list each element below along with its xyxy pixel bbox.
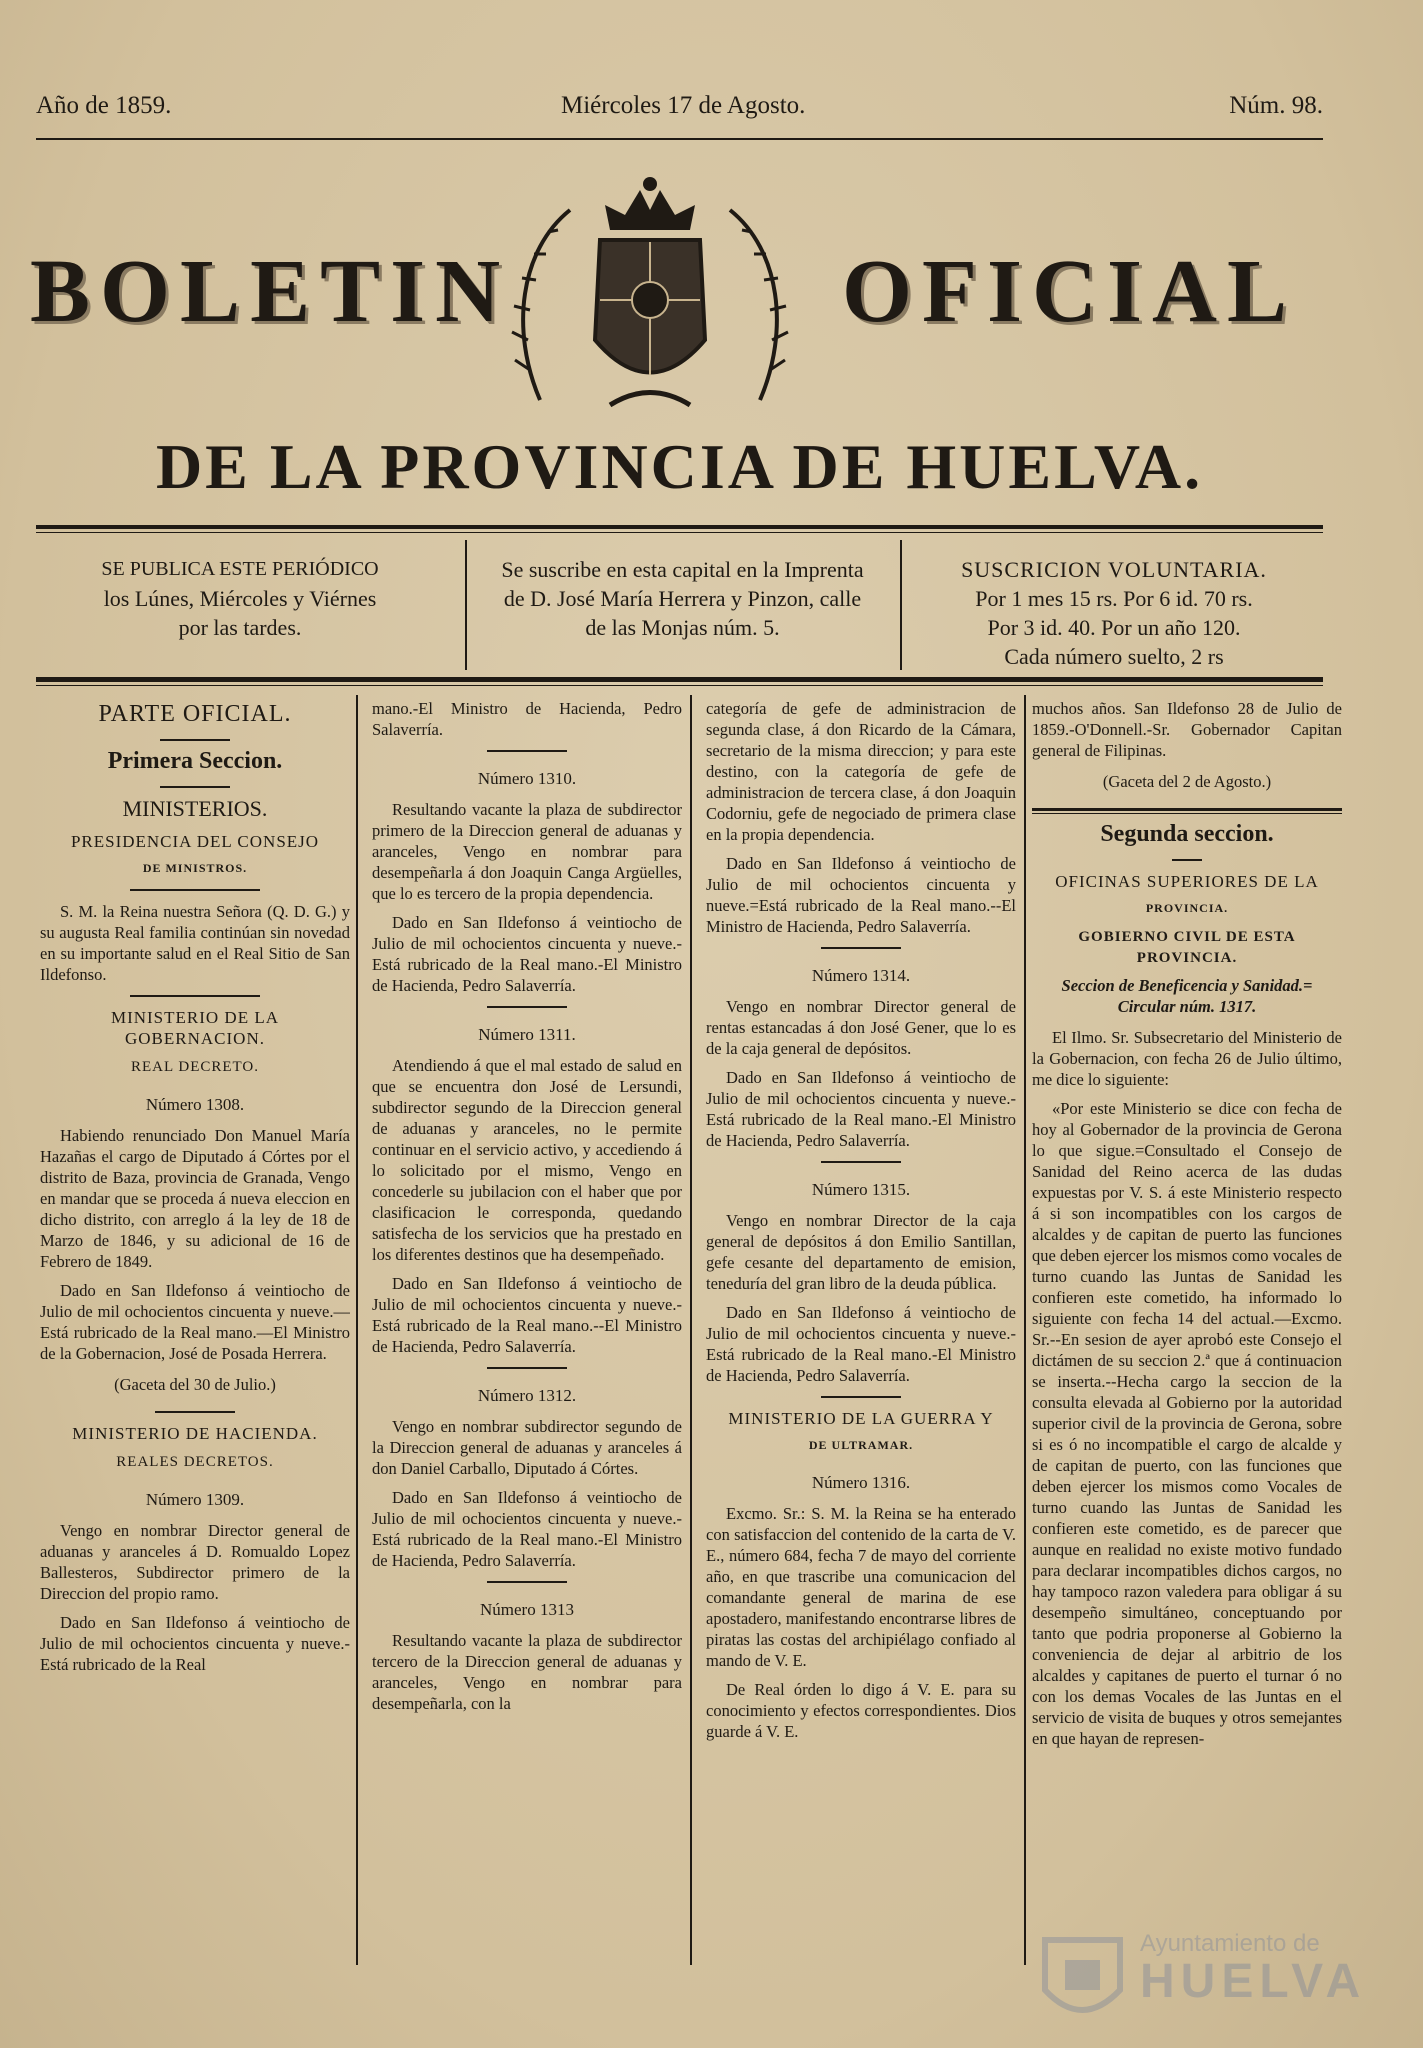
article-paragraph: Vengo en nombrar Director general de rentas estancadas á don José Gener, que lo es de la caja general de depósitos. <box>706 997 1016 1058</box>
article-paragraph: Resultando vacante la plaza de subdirector primero de la Direccion general de aduanas y aranceles, Vengo en nombrar para desempeñarla á don Joaquin Canga Argüelles, que lo es tercero de la propia dependencia. <box>372 800 682 903</box>
info-line: SE PUBLICA ESTE PERIÓDICO <box>101 558 379 580</box>
watermark-line: HUELVA <box>1140 1955 1367 2008</box>
info-line: por las tardes. <box>178 615 302 640</box>
price-line: Por 1 mes 15 rs. Por 6 id. 70 rs. <box>975 586 1253 611</box>
column-divider <box>690 695 692 1965</box>
decree-number: Número 1316. <box>811 1473 911 1492</box>
ministry-subheading: DE MINISTROS. <box>142 861 248 875</box>
info-bottom-rule <box>36 677 1323 682</box>
source-citation: (Gaceta del 30 de Julio.) <box>114 1375 276 1394</box>
prices-title: SUSCRICION VOLUNTARIA. <box>961 557 1267 582</box>
article-paragraph: categoría de gefe de administracion de segunda clase, á don Ricardo de la Cámara, secretario de la misma direccion; y para este destino, con la categoría de gefe de administracion de tercera clase, á don Joaquin Codorniu, gefe de negociado de primera clase en la propia dependencia. <box>706 699 1016 844</box>
subscription-prices <box>905 555 1323 675</box>
section-rule-thin <box>1032 813 1342 814</box>
info-bottom-rule-thin <box>36 685 1323 686</box>
article-paragraph: El Ilmo. Sr. Subsecretario del Ministerio de la Gobernacion, con fecha 26 de Julio último, me dice lo siguiente: <box>1032 1028 1342 1089</box>
ministry-subheading: DE ULTRAMAR. <box>808 1438 914 1452</box>
subscription-location <box>470 555 895 675</box>
section-heading: Primera Seccion. <box>107 748 283 774</box>
office-heading: GOBIERNO CIVIL DE ESTA PROVINCIA. <box>1078 929 1296 966</box>
price-line: Por 3 id. 40. Por un año 120. <box>987 615 1241 640</box>
section-heading: PARTE OFICIAL. <box>98 701 292 727</box>
decree-number: Número 1313 <box>480 1600 574 1619</box>
article-paragraph: Dado en San Ildefonso á veintiocho de Julio de mil ochocientos cincuenta y nueve.-Está rubricado de la Real mano.-El Ministro de Hacienda, Pedro Salaverría. <box>372 1488 682 1570</box>
ministry-heading: MINISTERIO DE LA GOBERNACION. <box>110 1008 280 1048</box>
article-paragraph: Atendiendo á que el mal estado de salud en que se encuentra don José de Lersundi, subdirector segundo de la Direccion general de aduanas y aranceles, no le permite continuar en el servicio activo, y accediendo á lo solicitado por el mismo, Vengo en concederle su jubilacion con el haber que por clasificacion le corresponda, quedando satisfecha de los servicios que ha prestado en los diferentes destinos que ha desempeñado. <box>372 1056 682 1264</box>
info-line: los Lúnes, Miércoles y Viérnes <box>103 586 377 611</box>
ministry-heading: MINISTERIO DE HACIENDA. <box>72 1424 318 1443</box>
header-rule <box>36 138 1323 140</box>
article-paragraph: Dado en San Ildefonso á veintiocho de Julio de mil ochocientos cincuenta y nueve.-Está rubricado de la Real <box>40 1613 350 1674</box>
decree-number: Número 1308. <box>145 1095 245 1114</box>
ornament <box>821 1396 901 1398</box>
ornament <box>487 1581 567 1583</box>
article-paragraph: mano.-El Ministro de Hacienda, Pedro Salaverría. <box>372 699 682 739</box>
column-divider <box>356 695 358 1965</box>
column-3 <box>706 698 1016 1963</box>
watermark-line: Ayuntamiento de <box>1140 1930 1320 1957</box>
ornament <box>487 1006 567 1008</box>
article-paragraph: Dado en San Ildefonso á veintiocho de Julio de mil ochocientos cincuenta y nueve.—Está rubricado de la Real mano.—El Ministro de la Gobernacion, José de Posada Herrera. <box>40 1281 350 1363</box>
article-paragraph: Vengo en nombrar Director de la caja general de depósitos á don Emilio Santillan, gefe cesante del departamento de emision, teneduría del gran libro de la deuda pública. <box>706 1211 1016 1293</box>
date-label: Miércoles 17 de Agosto. <box>561 92 806 119</box>
decree-heading: REALES DECRETOS. <box>116 1454 274 1470</box>
article-paragraph: Resultando vacante la plaza de subdirector tercero de la Direccion general de aduanas y aranceles, Vengo en nombrar para desempeñarla, con la <box>372 1631 682 1713</box>
ornament <box>130 889 260 891</box>
city-shield-icon <box>1040 1935 1125 2030</box>
article-paragraph: muchos años. San Ildefonso 28 de Julio de 1859.-O'Donnell.-Sr. Gobernador Capitan general de Filipinas. <box>1032 699 1342 760</box>
office-heading: OFICINAS SUPERIORES DE LA <box>1055 872 1319 891</box>
info-divider <box>900 540 902 670</box>
dateline <box>36 92 1323 126</box>
decree-number: Número 1315. <box>811 1180 911 1199</box>
decree-number: Número 1310. <box>477 769 577 788</box>
price-line: Cada número suelto, 2 rs <box>1004 644 1224 669</box>
circular-number: Circular núm. 1317. <box>1117 997 1257 1016</box>
masthead-left: BOLETIN <box>30 242 511 341</box>
article-paragraph: Excmo. Sr.: S. M. la Reina se ha enterado con satisfaccion del contenido de la carta de V. E., número 684, fecha 7 de mayo del corriente año, en que trascribe una comunicacion del comandante general de marina de ese apostadero, manifestando encontrarse libres de piratas las costas del archipiélago confiado al mando de V. E. <box>706 1504 1016 1670</box>
article-paragraph: Dado en San Ildefonso á veintiocho de Julio de mil ochocientos cincuenta y nueve.=Está rubricado de la Real mano.--El Ministro de Hacienda, Pedro Salaverría. <box>706 854 1016 936</box>
year-label: Año de 1859. <box>36 92 172 119</box>
decree-number: Número 1314. <box>811 966 911 985</box>
article-paragraph: «Por este Ministerio se dice con fecha de hoy al Gobernador de la provincia de Gerona lo que sigue.=Consultado el Consejo de Sanidad del Reino acerca de las dudas expuestas por V. S. á este Ministerio respecto á si son incompatibles con los cargos de alcaldes y de capitan de puerto las funciones que deben ejercer los mismos como vocales de turno cuando las Juntas de Sanidad les confieren este cometido, ha informado lo siguiente con fecha 14 del actual.—Excmo. Sr.--En sesion de ayer aprobó este Consejo el dictámen de su seccion 2.ª que á continuacion se inserta.--Hecha cargo la seccion de la consulta elevada al Gobierno por la autoridad superior civil de la provincia de Gerona, sobre si es ó no incompatible el cargo de alcalde y de capitan de puerto, con las funciones que deben ejercer los mismos como Vocales de turno cuando las Juntas de Sanidad les confieren este cometido, es de parecer que aunque en realidad no existe motivo fundado para declarar incompatibles dichos cargos, no hay tampoco razon valedera para obligar á su desempeño simultáneo, conceptuando por tanto que podria proponerse al Gobierno la conveniencia de dejar al arbitrio de los alcaldes y capitanes de puerto el turnar ó no con los demas Vocales de las Juntas en el servicio de visita de buques y otros semejantes en que hayan de represen- <box>1032 1099 1342 1748</box>
ornament <box>160 739 230 741</box>
coat-of-arms-icon <box>500 170 800 420</box>
ministry-heading: PRESIDENCIA DEL CONSEJO <box>70 832 320 851</box>
ornament <box>160 786 230 788</box>
info-line: Se suscribe en esta capital en la Imprenta <box>501 557 864 582</box>
ornament <box>487 1367 567 1369</box>
ministry-heading: MINISTERIO DE LA GUERRA Y <box>728 1409 994 1428</box>
info-line: de D. José María Herrera y Pinzon, calle <box>503 586 862 611</box>
article-paragraph: Vengo en nombrar Director general de aduanas y aranceles á D. Romualdo Lopez Ballesteros, Subdirector primero de la Direccion del propio ramo. <box>40 1521 350 1603</box>
article-paragraph: Dado en San Ildefonso á veintiocho de Julio de mil ochocientos cincuenta y nueve.-Está rubricado de la Real mano.-El Ministro de Hacienda, Pedro Salaverría. <box>706 1068 1016 1150</box>
decree-number: Número 1311. <box>478 1025 576 1044</box>
circular-section: Seccion de Beneficencia y Sanidad.= <box>1061 976 1313 995</box>
ornament <box>130 995 260 997</box>
article-paragraph: Habiendo renunciado Don Manuel María Hazañas el cargo de Diputado á Córtes por el distrito de Baza, provincia de Granada, Vengo en mandar que se proceda á nueva eleccion en dicho distrito, con arreglo á la ley de 18 de Marzo de 1846, y su adicional de 16 de Febrero de 1849. <box>40 1126 350 1271</box>
article-paragraph: Dado en San Ildefonso á veintiocho de Julio de mil ochocientos cincuenta y nueve.-Está rubricado de la Real mano.-El Ministro de Hacienda, Pedro Salaverría. <box>372 913 682 995</box>
ornament <box>1172 859 1202 861</box>
article-paragraph: Dado en San Ildefonso á veintiocho de Julio de mil ochocientos cincuenta y nueve.-Está rubricado de la Real mano.-El Ministro de Hacienda, Pedro Salaverría. <box>706 1303 1016 1385</box>
decree-heading: REAL DECRETO. <box>131 1059 259 1075</box>
ministry-heading: MINISTERIOS. <box>122 796 268 821</box>
decree-number: Número 1312. <box>477 1386 577 1405</box>
info-line: de las Monjas núm. 5. <box>585 615 780 640</box>
archive-watermark <box>1040 1930 1370 2035</box>
section-rule <box>1032 808 1342 811</box>
ornament <box>821 947 901 949</box>
article-paragraph: S. M. la Reina nuestra Señora (Q. D. G.) y su augusta Real familia continúan sin novedad en su importante salud en el Real Sitio de San Ildefonso. <box>40 902 350 984</box>
column-4 <box>1032 698 1342 1963</box>
column-1 <box>40 698 350 1963</box>
ornament <box>487 750 567 752</box>
masthead-right: OFICIAL <box>842 242 1298 341</box>
article-paragraph: De Real órden lo digo á V. E. para su conocimiento y efectos correspondientes. Dios guarde á V. E. <box>706 1680 1016 1741</box>
info-divider <box>465 540 467 670</box>
ornament <box>821 1161 901 1163</box>
column-divider <box>1024 695 1026 1965</box>
source-citation: (Gaceta del 2 de Agosto.) <box>1102 772 1272 791</box>
subtitle: DE LA PROVINCIA DE HUELVA. <box>155 431 1204 502</box>
publication-info <box>40 555 440 675</box>
article-paragraph: Dado en San Ildefonso á veintiocho de Julio de mil ochocientos cincuenta y nueve.-Está rubricado de la Real mano.--El Ministro de Hacienda, Pedro Salaverría. <box>372 1274 682 1356</box>
issue-number: Núm. 98. <box>1229 92 1323 119</box>
info-top-rule <box>36 525 1323 529</box>
section-heading: Segunda seccion. <box>1100 821 1274 847</box>
office-subheading: PROVINCIA. <box>1145 901 1229 915</box>
info-top-rule-thin <box>36 532 1323 533</box>
article-paragraph: Vengo en nombrar subdirector segundo de la Direccion general de aduanas y aranceles á don Daniel Carballo, Diputado á Córtes. <box>372 1417 682 1478</box>
column-2 <box>372 698 682 1963</box>
decree-number: Número 1309. <box>145 1490 245 1509</box>
ornament <box>155 1411 235 1413</box>
